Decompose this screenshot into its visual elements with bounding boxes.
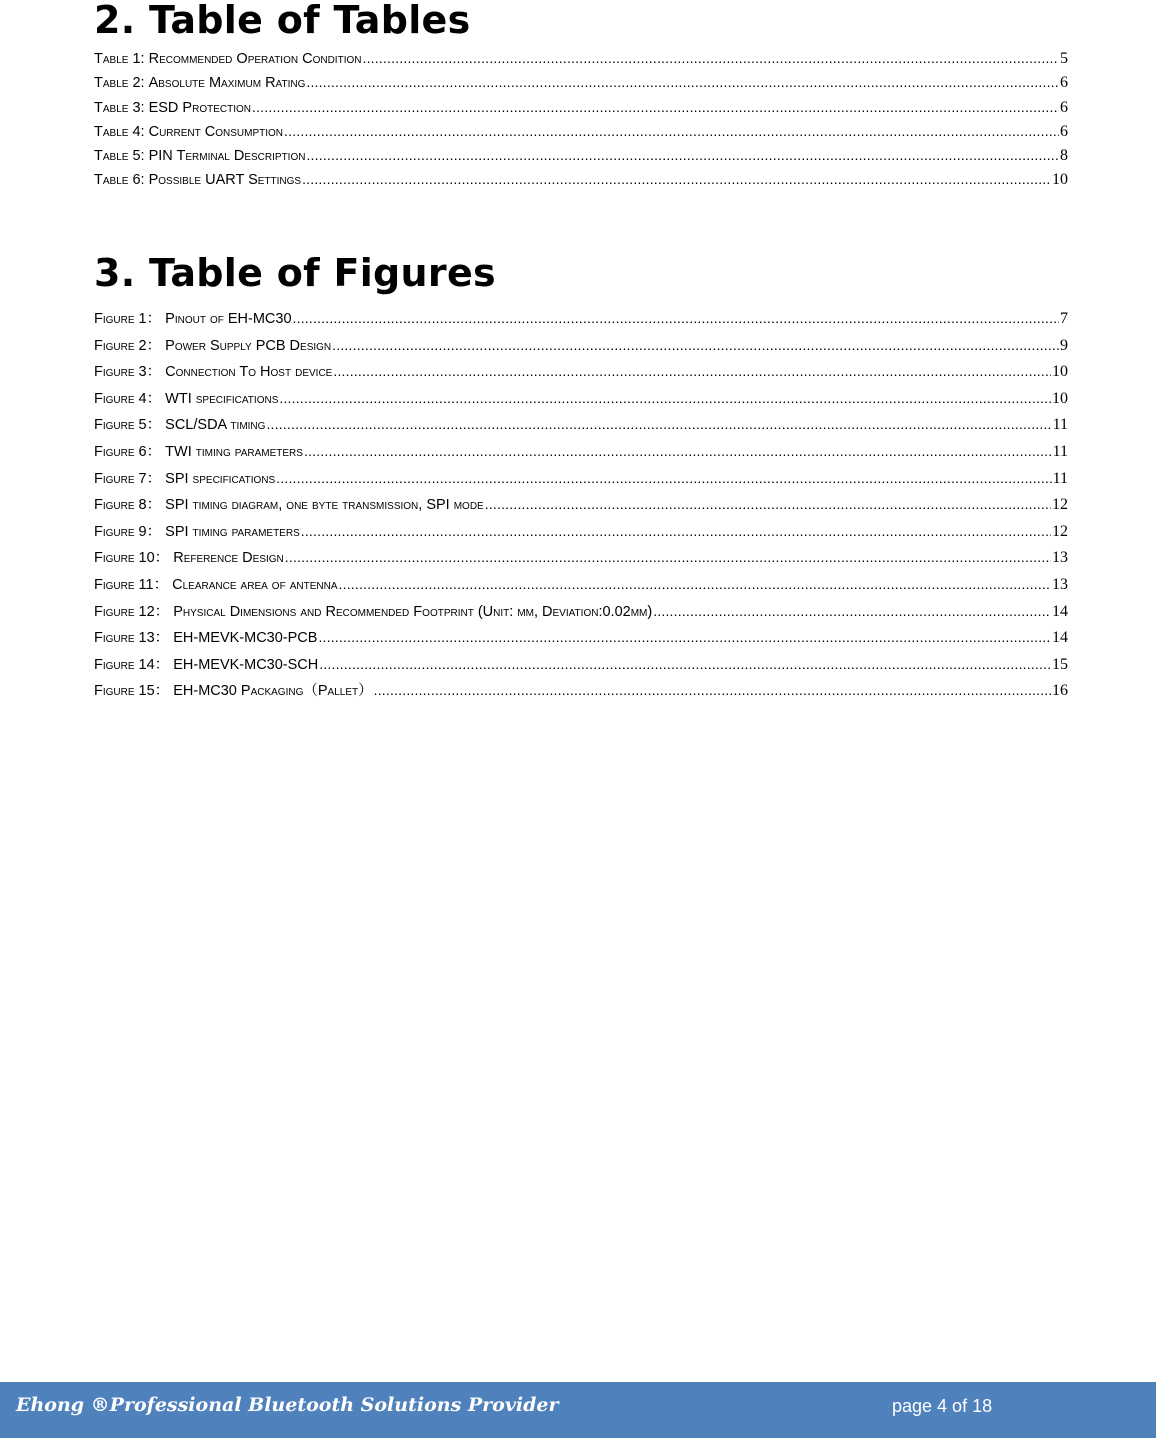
table-of-tables-list (94, 51, 1068, 197)
dot-leader (306, 75, 1059, 89)
entry-page-number: 6 (1060, 98, 1068, 116)
dot-leader (302, 172, 1051, 186)
entry-page-number: 5 (1060, 50, 1068, 67)
entry-page-number: 14 (1052, 602, 1068, 620)
entry-label: Figure 14： (94, 656, 170, 673)
entry-title: Absolute Maximum Rating (148, 75, 306, 92)
dot-leader (266, 417, 1051, 431)
dot-leader (485, 497, 1051, 511)
entry-title: PIN Terminal Description (148, 148, 306, 165)
table-of-figures-heading: 3. Table of Figures (94, 251, 496, 295)
entry-page-number: 10 (1052, 389, 1068, 407)
entry-label: Table 6: (94, 172, 145, 189)
dot-leader (301, 524, 1051, 538)
page-footer (0, 1382, 1156, 1438)
table-of-figures-section (94, 253, 1068, 710)
dot-leader (653, 604, 1051, 618)
toc-entry[interactable] (94, 100, 1068, 124)
footer-page-number: page 4 of 18 (892, 1396, 993, 1416)
dot-leader (276, 471, 1051, 485)
toc-entry[interactable] (94, 577, 1068, 604)
dot-leader (318, 630, 1051, 644)
entry-label: Table 3: (94, 99, 145, 116)
entry-title: Current Consumption (148, 123, 284, 140)
entry-title: ESD Protection (148, 99, 251, 116)
table-of-tables-section (94, 0, 1068, 197)
entry-page-number: 16 (1052, 682, 1068, 700)
entry-title: SPI timing parameters (165, 523, 300, 540)
entry-page-number: 10 (1052, 363, 1068, 381)
entry-title: Connection To Host device (165, 364, 333, 381)
entry-label: Figure 3： (94, 364, 162, 381)
dot-leader (284, 124, 1059, 138)
dot-leader (332, 338, 1059, 352)
entry-page-number: 7 (1060, 310, 1068, 327)
entry-label: Figure 12： (94, 603, 170, 620)
entry-title: Reference Design (173, 550, 284, 567)
toc-entry[interactable] (94, 497, 1068, 524)
entry-title: Clearance area of antenna (172, 576, 338, 593)
entry-label: Figure 8： (94, 497, 162, 514)
entry-page-number: 13 (1052, 575, 1068, 593)
toc-entry[interactable] (94, 75, 1068, 99)
toc-entry[interactable] (94, 391, 1068, 418)
table-of-tables-heading: 2. Table of Tables (94, 0, 471, 42)
entry-page-number: 11 (1052, 442, 1068, 460)
entry-page-number: 13 (1052, 549, 1068, 567)
entry-page-number: 6 (1060, 74, 1068, 92)
toc-entry[interactable] (94, 172, 1068, 196)
entry-title: Physical Dimensions and Recommended Footprint (Unit: mm, Deviation:0.02mm) (173, 603, 653, 620)
dot-leader (362, 51, 1059, 65)
entry-page-number: 12 (1052, 522, 1068, 540)
dot-leader (252, 100, 1059, 114)
toc-entry[interactable] (94, 604, 1068, 631)
entry-label: Figure 13： (94, 630, 170, 647)
entry-page-number: 15 (1052, 655, 1068, 673)
toc-entry[interactable] (94, 51, 1068, 75)
entry-label: Table 2: (94, 75, 145, 92)
entry-page-number: 12 (1052, 496, 1068, 514)
entry-label: Table 5: (94, 148, 145, 165)
entry-label: Figure 6： (94, 443, 162, 460)
entry-title: EH-MC30 Packaging（Pallet） (173, 683, 373, 700)
entry-title: EH-MEVK-MC30-SCH (173, 656, 319, 673)
toc-entry[interactable] (94, 524, 1068, 551)
entry-title: SPI specifications (165, 470, 276, 487)
entry-page-number: 9 (1060, 336, 1068, 354)
entry-page-number: 8 (1060, 147, 1068, 165)
entry-label: Figure 7： (94, 470, 162, 487)
dot-leader (285, 550, 1051, 564)
toc-entry[interactable] (94, 657, 1068, 684)
toc-entry[interactable] (94, 550, 1068, 577)
toc-entry[interactable] (94, 364, 1068, 391)
dot-leader (304, 444, 1052, 458)
toc-entry[interactable] (94, 471, 1068, 498)
toc-entry[interactable] (94, 311, 1068, 338)
entry-label: Figure 2： (94, 337, 162, 354)
entry-title: TWI timing parameters (165, 443, 303, 460)
entry-page-number: 10 (1052, 171, 1068, 189)
dot-leader (374, 683, 1051, 697)
table-of-figures-list (94, 311, 1068, 710)
toc-entry[interactable] (94, 444, 1068, 471)
entry-page-number: 6 (1060, 122, 1068, 140)
entry-label: Figure 5： (94, 417, 162, 434)
dot-leader (333, 364, 1051, 378)
toc-entry[interactable] (94, 630, 1068, 657)
entry-title: Pinout of EH-MC30 (165, 311, 292, 327)
toc-entry[interactable] (94, 124, 1068, 148)
entry-label: Figure 4： (94, 390, 162, 407)
entry-title: WTI specifications (165, 390, 279, 407)
dot-leader (279, 391, 1051, 405)
dot-leader (319, 657, 1051, 671)
entry-label: Figure 9： (94, 523, 162, 540)
entry-label: Table 1: (94, 51, 145, 67)
entry-title: EH-MEVK-MC30-PCB (173, 630, 318, 647)
entry-label: Figure 15： (94, 683, 170, 700)
footer-brand-text: Ehong ®Professional Bluetooth Solutions Provider (16, 1394, 559, 1416)
toc-entry[interactable] (94, 338, 1068, 365)
toc-entry[interactable] (94, 148, 1068, 172)
dot-leader (306, 148, 1059, 162)
entry-title: Recommended Operation Condition (148, 51, 362, 67)
entry-page-number: 11 (1052, 416, 1068, 434)
entry-title: SCL/SDA timing (165, 417, 266, 434)
entry-label: Figure 1： (94, 311, 162, 327)
entry-title: Possible UART Settings (148, 172, 302, 189)
toc-entry[interactable] (94, 417, 1068, 444)
entry-label: Figure 10： (94, 550, 170, 567)
toc-entry[interactable] (94, 683, 1068, 710)
entry-label: Figure 11： (94, 576, 169, 593)
dot-leader (293, 311, 1059, 325)
entry-title: Power Supply PCB Design (165, 337, 332, 354)
entry-label: Table 4: (94, 123, 145, 140)
entry-page-number: 14 (1052, 629, 1068, 647)
entry-title: SPI timing diagram, one byte transmission, SPI mode (165, 497, 484, 514)
entry-page-number: 11 (1052, 469, 1068, 487)
dot-leader (339, 577, 1051, 591)
